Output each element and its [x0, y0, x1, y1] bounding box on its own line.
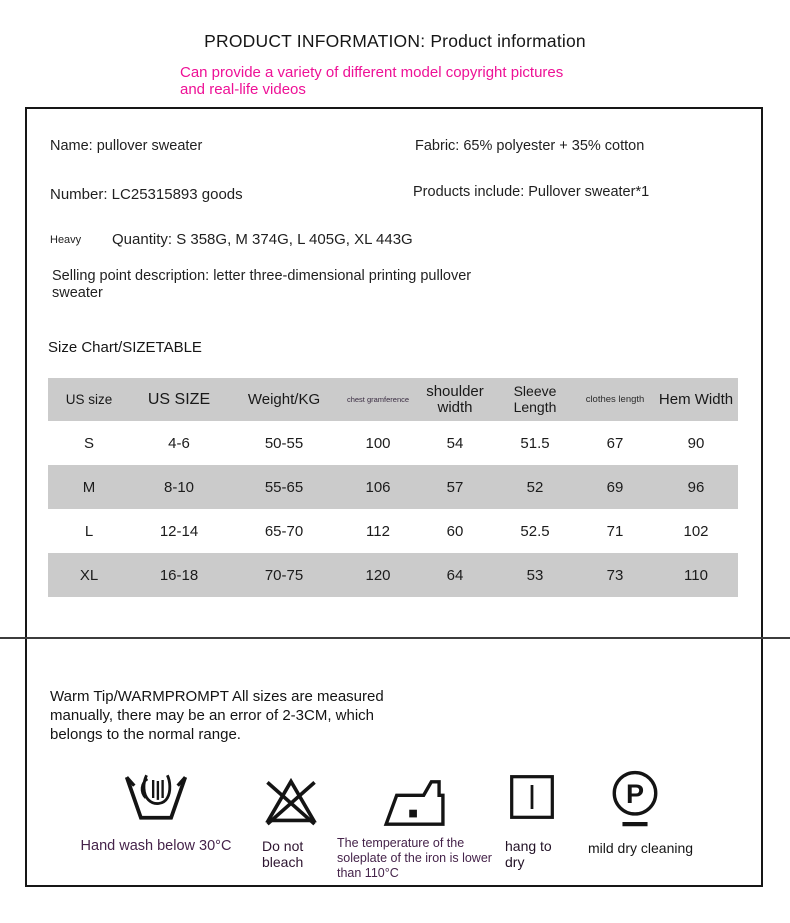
col-us-size: US size: [65, 392, 113, 407]
care-item-mild-dry-cleaning: [588, 768, 694, 856]
product-name: Name: pullover sweater: [50, 138, 203, 154]
selling-point: Selling point description: letter three-dimensional printing pullover sweater: [52, 268, 472, 302]
table-header-row: [48, 378, 738, 421]
cell: 102: [683, 522, 709, 540]
cell: 57: [446, 478, 464, 496]
cell: 90: [687, 434, 705, 452]
warm-tip-text: Warm Tip/WARMPROMPT All sizes are measured manually, there may be an error of 2-3CM, which belongs to the normal range.: [50, 688, 384, 743]
cell: 69: [606, 478, 624, 496]
svg-text:P: P: [625, 778, 645, 809]
care-item-hand-wash: [80, 768, 232, 854]
cell: 52: [526, 478, 544, 496]
cell: 100: [365, 434, 391, 452]
do-not-bleach-icon: [262, 773, 320, 828]
page-subtitle: Can provide a variety of different model copyright pictures and real-life videos: [180, 64, 564, 99]
cell: 12-14: [159, 522, 199, 540]
cell: 120: [365, 566, 391, 584]
cell: 96: [687, 478, 705, 496]
cell: 64: [446, 566, 464, 584]
mild-dry-cleaning-icon: [608, 768, 662, 832]
product-quantity: Quantity: S 358G, M 374G, L 405G, XL 443G: [112, 231, 413, 248]
col-us-size-caps: US SIZE: [147, 390, 211, 408]
col-shoulder-width: shoulder width: [426, 382, 484, 416]
cell: 53: [526, 566, 544, 584]
cell: 55-65: [264, 478, 304, 496]
care-label: hang to dry: [505, 838, 552, 871]
table-row-xl: [48, 553, 738, 597]
col-weight: Weight/KG: [247, 391, 321, 408]
cell: 50-55: [264, 434, 304, 452]
care-label: Do not bleach: [262, 838, 304, 871]
cell: 110: [684, 566, 708, 584]
care-label: The temperature of the soleplate of the iron is lower than 110°C: [337, 836, 492, 880]
col-hem-width: Hem Width: [658, 391, 734, 408]
cell: 8-10: [163, 478, 195, 496]
cell: 16-18: [159, 566, 199, 584]
cell: 60: [446, 522, 464, 540]
care-label: mild dry cleaning: [588, 840, 694, 856]
section-divider: [0, 637, 790, 639]
heavy-label: Heavy: [50, 234, 82, 246]
hand-wash-icon: [122, 768, 190, 826]
cell: 51.5: [520, 434, 550, 452]
product-fabric: Fabric: 65% polyester + 35% cotton: [415, 138, 645, 154]
table-row-m: [48, 465, 738, 509]
cell: 65-70: [264, 522, 304, 540]
cell: 112: [366, 522, 390, 540]
cell: 67: [606, 434, 624, 452]
care-label: Hand wash below 30°C: [80, 838, 232, 854]
table-row-s: [48, 421, 738, 465]
product-number: Number: LC25315893 goods: [50, 186, 243, 203]
care-item-hang-to-dry: [505, 773, 556, 871]
cell: M: [82, 478, 96, 496]
cell: 52.5: [520, 522, 550, 540]
cell: 70-75: [264, 566, 304, 584]
cell: 71: [606, 522, 624, 540]
page-title: PRODUCT INFORMATION: Product information: [204, 31, 586, 51]
cell: XL: [79, 566, 99, 584]
iron-low-temperature-icon: [383, 776, 447, 828]
care-item-do-not-bleach: [262, 773, 320, 871]
col-chest: chest gramference: [346, 394, 410, 404]
table-row-l: [48, 509, 738, 553]
cell: L: [84, 522, 94, 540]
cell: S: [83, 434, 94, 452]
care-item-iron: [337, 776, 492, 880]
cell: 54: [446, 434, 464, 452]
col-sleeve-length: Sleeve Length: [513, 383, 557, 415]
col-clothes-length: clothes length: [585, 393, 645, 405]
product-includes: Products include: Pullover sweater*1: [413, 184, 650, 200]
size-chart-heading: Size Chart/SIZETABLE: [48, 339, 202, 356]
size-chart-table: [48, 378, 738, 597]
cell: 106: [365, 478, 391, 496]
cell: 4-6: [168, 434, 190, 452]
cell: 73: [606, 566, 624, 584]
hang-to-dry-icon: [508, 773, 556, 821]
